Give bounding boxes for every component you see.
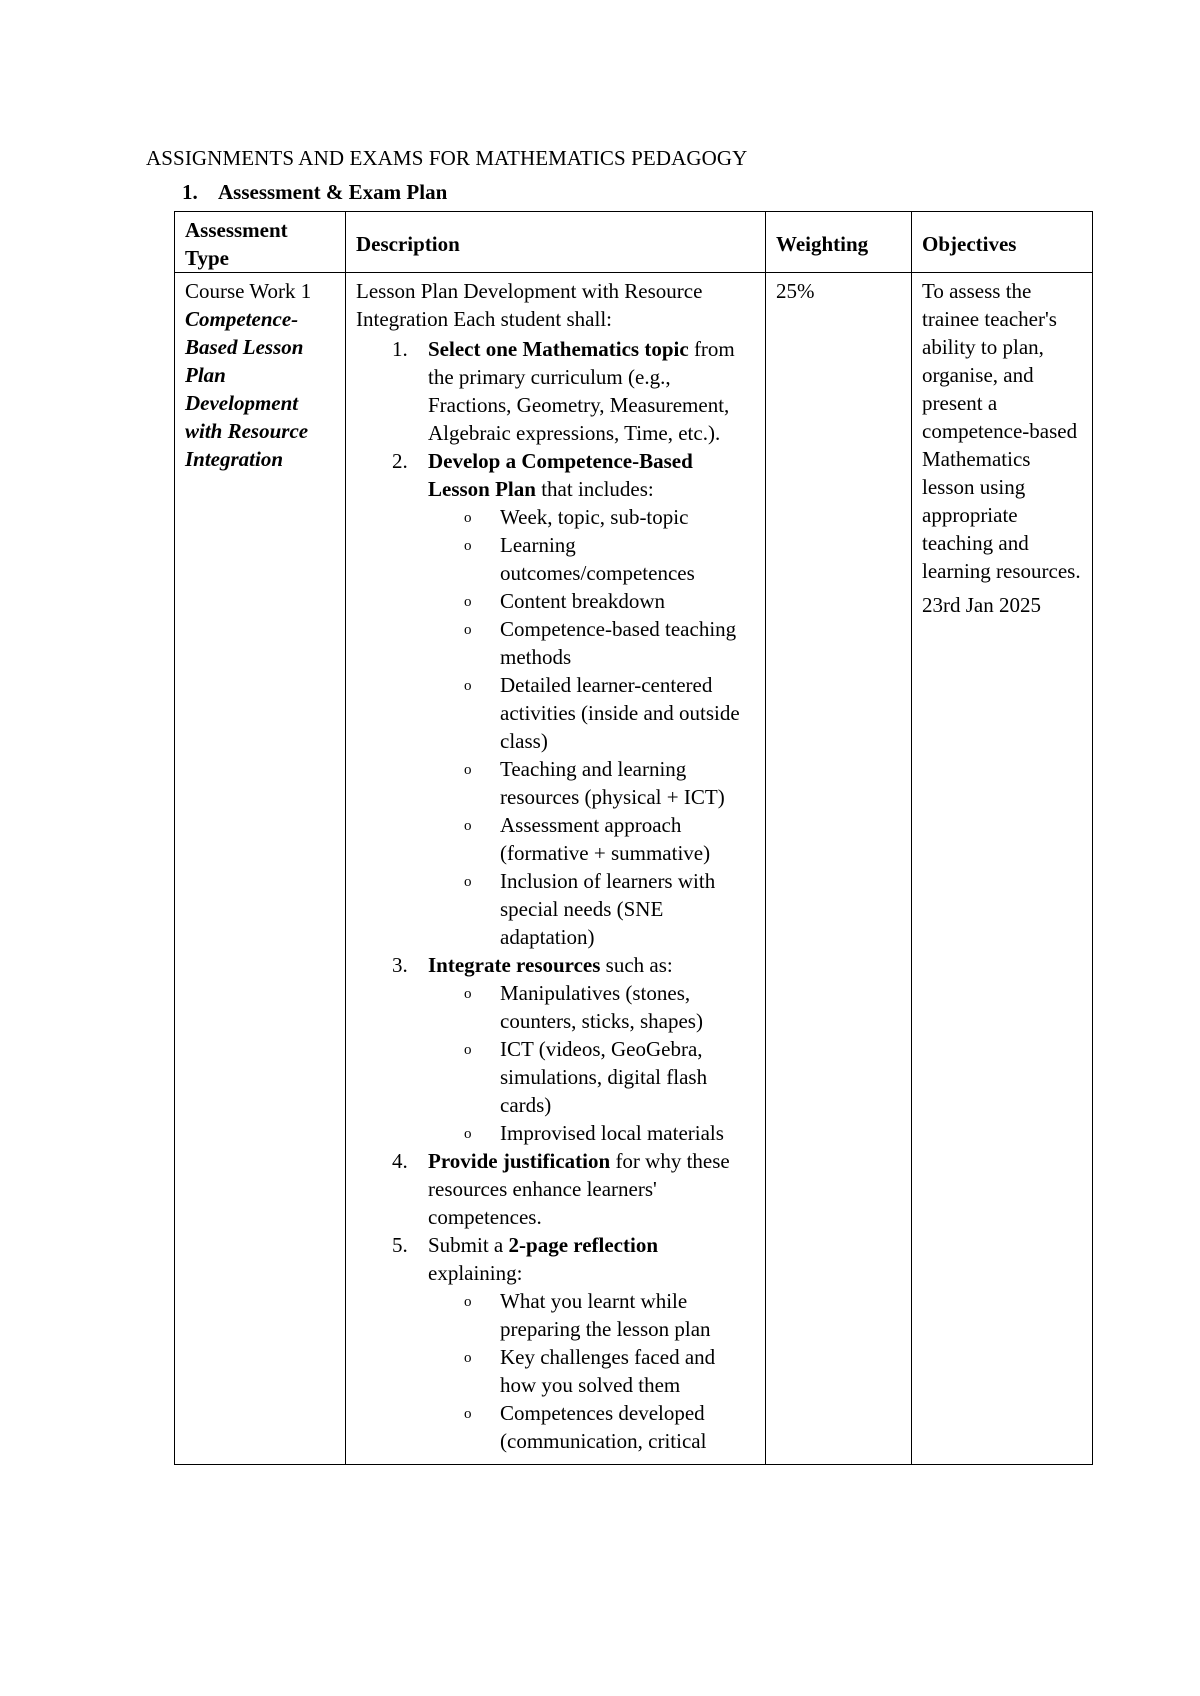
sub-list [428,979,755,1147]
step-text: such as: [600,953,673,977]
step-item [392,447,755,951]
sub-item: o Detailed learner-centered activities (inside and outside class) [500,671,755,755]
assessment-plan-table [174,211,1093,1465]
table-row [175,273,1093,1465]
step-bold-text: Select one Mathematics topic [428,337,689,361]
header-description: Description [346,212,766,273]
sub-item: o What you learnt while preparing the lesson plan [500,1287,755,1343]
sub-list [428,503,755,951]
weighting-value: 25% [776,279,815,303]
page-title: ASSIGNMENTS AND EXAMS FOR MATHEMATICS PEDAGOGY [146,146,748,170]
sub-item: o Manipulatives (stones, counters, sticks, shapes) [500,979,755,1035]
sub-item: o Teaching and learning resources (physical + ICT) [500,755,755,811]
sub-item: o Inclusion of learners with special needs (SNE adaptation) [500,867,755,951]
step-bold-text: Integrate resources [428,953,601,977]
description-steps [356,335,755,1455]
sub-item: o Key challenges faced and how you solved them [500,1343,755,1399]
section-title: Assessment & Exam Plan [218,180,448,204]
step-number: 2. [392,449,408,473]
sub-item: o Content breakdown [500,587,755,615]
sub-item: o Assessment approach (formative + summative) [500,811,755,867]
step-text: for why these resources enhance learners' competences. [428,1149,730,1229]
sub-list [428,1287,755,1455]
step-bold-text: 2-page reflection [508,1233,658,1257]
sub-item: o Learning outcomes/competences [500,531,755,587]
step-item [392,335,755,447]
assessment-type-name: Competence-Based Lesson Plan Development with Resource Integration [185,307,309,471]
sub-item: o ICT (videos, GeoGebra, simulations, digital flash cards) [500,1035,755,1119]
step-prefix-text: Submit a [428,1233,509,1257]
step-number: 1. [392,337,408,361]
sub-item: o Week, topic, sub-topic [500,503,755,531]
assessment-type-cell [175,273,346,1465]
step-item [392,1147,755,1231]
step-number: 4. [392,1149,408,1173]
step-item [392,951,755,1147]
sub-item: o Improvised local materials [500,1119,755,1147]
objectives-cell [912,273,1093,1465]
step-item [392,1231,755,1455]
step-text: that includes: [535,477,654,501]
section-number: 1. [182,180,198,204]
sub-item: o Competences developed (communication, critical [500,1399,755,1455]
step-bold-text: Provide justification [428,1149,611,1173]
step-text: explaining: [428,1261,523,1285]
sub-item: o Competence-based teaching methods [500,615,755,671]
section-heading [182,180,447,205]
step-number: 3. [392,953,408,977]
weighting-cell [766,273,912,1465]
header-assessment-type: Assessment Type [175,212,346,273]
due-date: 23rd Jan 2025 [922,593,1041,617]
step-text: from the primary curriculum (e.g., Fractions, Geometry, Measurement, Algebraic expressions, Time, etc.). [428,337,735,445]
header-weighting: Weighting [766,212,912,273]
description-intro: Lesson Plan Development with Resource Integration Each student shall: [356,279,703,331]
description-cell [346,273,766,1465]
step-number: 5. [392,1233,408,1257]
table-header-row [175,212,1093,273]
assessment-type-label: Course Work 1 [185,279,312,303]
objective-text: To assess the trainee teacher's ability to plan, organise, and present a competence-based Mathematics lesson using appropriate teaching and learning resources. [922,279,1081,583]
step-bold-text: Develop a Competence-Based Lesson Plan [428,449,693,501]
header-objectives: Objectives [912,212,1093,273]
